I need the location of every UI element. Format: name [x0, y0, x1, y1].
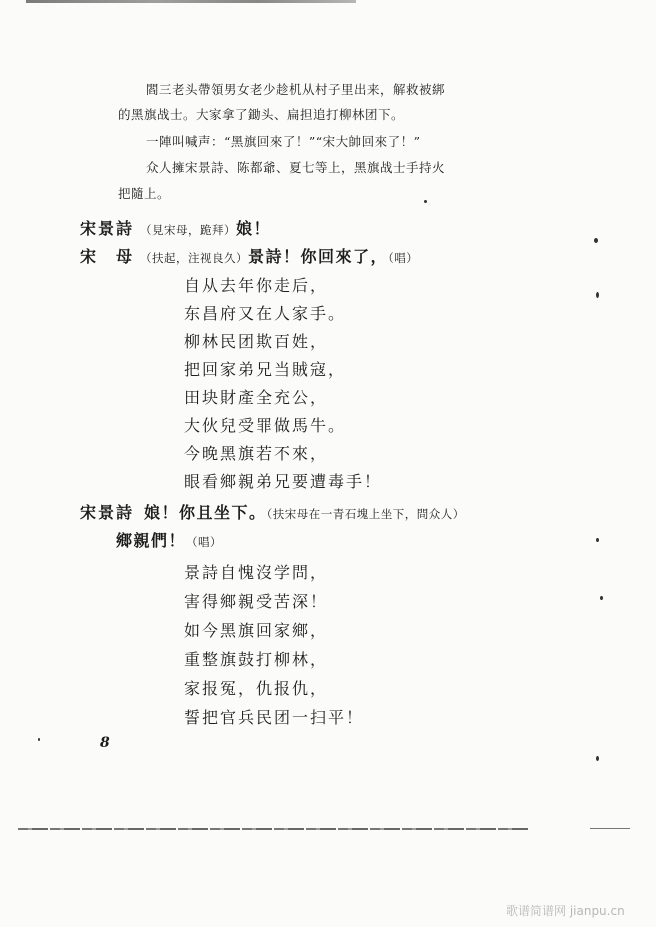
scan-speck [596, 756, 599, 761]
verse-mother-line-2: 东昌府又在人家手。 [184, 304, 347, 323]
stage-direction-5: 把隨上。 [118, 186, 171, 201]
speaker-song-jingshi-1: 宋景詩 [80, 219, 135, 238]
scan-speck [424, 200, 427, 203]
bottom-scan-rule-right [590, 828, 630, 829]
page-number: 8 [100, 735, 110, 751]
dialogue-line-3-sing: （唱） [186, 535, 223, 549]
top-scan-rule [26, 0, 356, 3]
dialogue-line-2-direction: （扶起，注视良久） [140, 251, 248, 265]
verse-mother-line-5: 田块財產全充公， [184, 388, 329, 407]
dialogue-line-3-direction: （扶宋母在一青石塊上坐下，問众人） [266, 507, 465, 521]
verse-mother-line-1: 自从去年你走后， [184, 276, 329, 295]
dialogue-line-2-text: 景詩！你回來了， [248, 247, 389, 266]
verse-mother-line-4: 把回家弟兄当賊寇， [184, 360, 347, 379]
stage-direction-1: 閻三老头帶領男女老少趁机从村子里出来，解救被綁 [146, 82, 446, 97]
verse-mother-line-7: 今晚黑旗若不來， [184, 444, 329, 463]
dialogue-line-1-direction: （見宋母，跪拜） [140, 223, 236, 237]
scan-speck [594, 238, 598, 243]
verse-mother-line-6: 大伙兒受罪做馬牛。 [184, 416, 347, 435]
watermark-text: 歌谱简谱网 jianpu.cn [506, 904, 625, 918]
speaker-song-mother: 宋 母 [80, 247, 135, 266]
verse-song-line-5: 家报冤，仇报仇， [184, 679, 329, 698]
scan-speck [600, 596, 603, 600]
scan-speck [596, 538, 599, 542]
scan-speck [596, 292, 599, 298]
verse-song-line-4: 重整旗鼓打柳林， [184, 650, 329, 669]
verse-mother-line-3: 柳林民团欺百姓， [184, 332, 329, 351]
dialogue-line-1-text: 娘！ [236, 219, 272, 238]
dialogue-line-3 [144, 500, 465, 523]
bottom-scan-rule [18, 828, 528, 830]
verse-song-line-3: 如今黑旗回家鄉， [184, 621, 329, 640]
speaker-song-jingshi-2: 宋景詩 [80, 503, 135, 522]
verse-mother-line-8: 眼看鄉親弟兄要遭毒手！ [184, 472, 383, 491]
verse-song-line-6: 誓把官兵民团一扫平！ [184, 708, 365, 727]
dialogue-line-3-cont [116, 528, 222, 551]
dialogue-line-2 [140, 244, 418, 267]
stage-direction-2: 的黑旗战士。大家拿了鋤头、扁担追打柳林团下。 [118, 107, 405, 122]
dialogue-line-3-text: 娘！你且坐下。 [144, 503, 267, 522]
stage-direction-4: 众人擁宋景詩、陈都爺、夏七等上，黑旗战士手持火 [146, 160, 446, 175]
scan-speck [38, 738, 40, 741]
dialogue-line-1 [140, 216, 271, 239]
dialogue-line-3-text2: 鄉親們！ [116, 531, 187, 550]
dialogue-line-2-sing: （唱） [388, 251, 419, 265]
stage-direction-3: 一陣叫喊声：“黑旗回來了！”“宋大帥回來了！” [146, 134, 421, 149]
verse-song-line-2: 害得鄉親受苦深！ [184, 592, 329, 611]
verse-song-line-1: 景詩自愧沒学問， [184, 563, 329, 582]
